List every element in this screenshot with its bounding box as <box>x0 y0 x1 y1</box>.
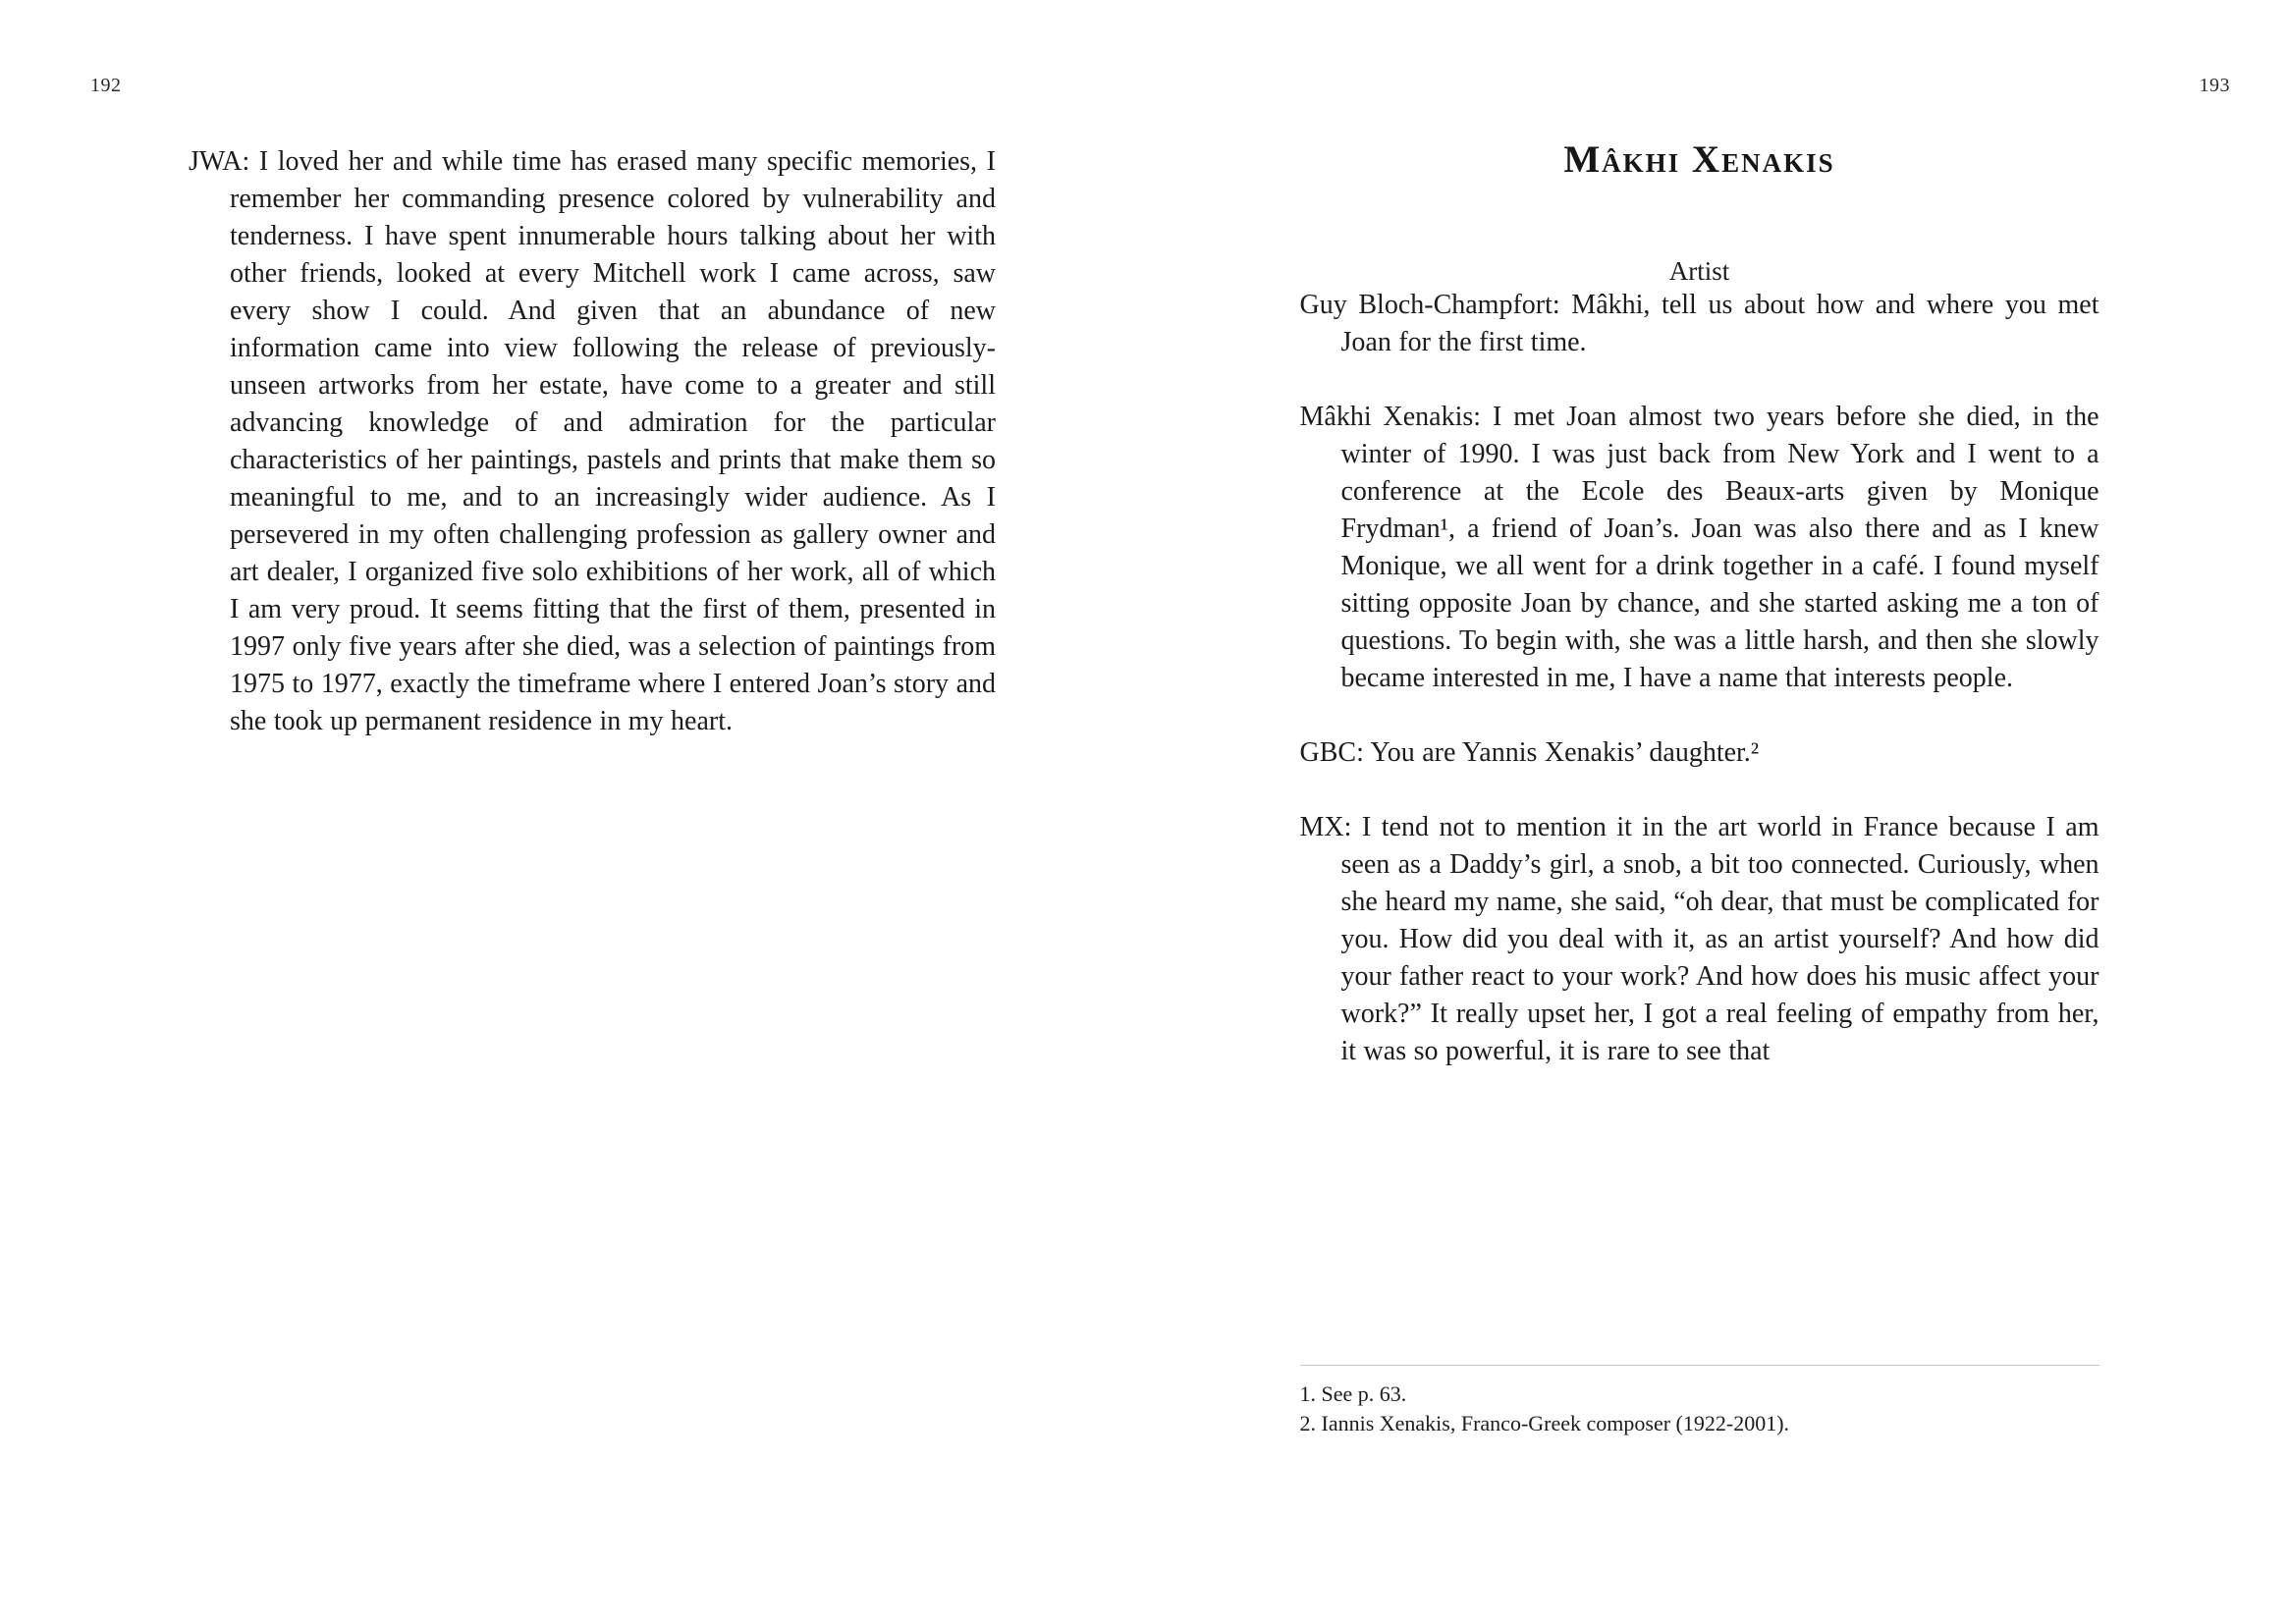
chapter-title: Mâkhi Xenakis <box>1563 138 1835 181</box>
page-right <box>1145 0 2289 1624</box>
footnotes-block <box>1300 1365 2099 1438</box>
footnote: 1. See p. 63. <box>1299 1381 1407 1406</box>
paragraph: JWA: I loved her and while time has erased many specific memories, I remember her commanding presence colored by vulnerability and tenderness. I have spent innumerable hours talking about her with other friends, looked at every Mitchell work I came across, saw every show I could. And given that an abundance of new information came into view following the release of previously-unseen artworks from her estate, have come to a greater and still advancing knowledge of and admiration for the particular characteristics of her paintings, pastels and prints that make them so meaningful to me, and to an increasingly wider audience. As I persevered in my often challenging profession as gallery owner and art dealer, I organized five solo exhibitions of her work, all of which I am very proud. It seems fitting that the first of them, presented in 1997 only five years after she died, was a selection of paintings from 1975 to 1977, exactly the timeframe where I entered Joan’s story and she took up permanent residence in my heart. <box>189 146 996 736</box>
page-number-right: 193 <box>2199 75 2230 96</box>
chapter-subtitle: Artist <box>1668 256 1730 286</box>
paragraph: GBC: You are Yannis Xenakis’ daughter.² <box>1299 737 1760 768</box>
paragraph: MX: I tend not to mention it in the art world in France because I am seen as a Daddy’s girl, a snob, a bit too connected. Curiously, when she heard my name, she said, “oh dear, that must be complicated for you. How did you deal with it, as an artist yourself? And how did your father react to your work? And how does his music affect your work?” It really upset her, I got a real feeling of empathy from her, it was so powerful, it is rare to see that <box>1299 812 2099 1066</box>
left-text-block <box>189 143 996 778</box>
right-content <box>1300 137 2099 1108</box>
footnote: 2. Iannis Xenakis, Franco-Greek composer (1922-2001). <box>1299 1411 1790 1435</box>
paragraph: Mâkhi Xenakis: I met Joan almost two years before she died, in the winter of 1990. I was just back from New York and I went to a conference at the Ecole des Beaux-arts given by Monique Frydman¹, a friend of Joan’s. Joan was also there and as I knew Monique, we all went for a drink together in a café. I found myself sitting opposite Joan by chance, and she started asking me a ton of questions. To begin with, she was a little harsh, and then she slowly became interested in me, I have a name that interests people. <box>1299 402 2099 693</box>
footnote-rule <box>1300 1365 2099 1366</box>
paragraph: Guy Bloch-Champfort: Mâkhi, tell us about how and where you met Joan for the first time. <box>1299 290 2099 357</box>
page-number-left: 192 <box>90 75 122 96</box>
